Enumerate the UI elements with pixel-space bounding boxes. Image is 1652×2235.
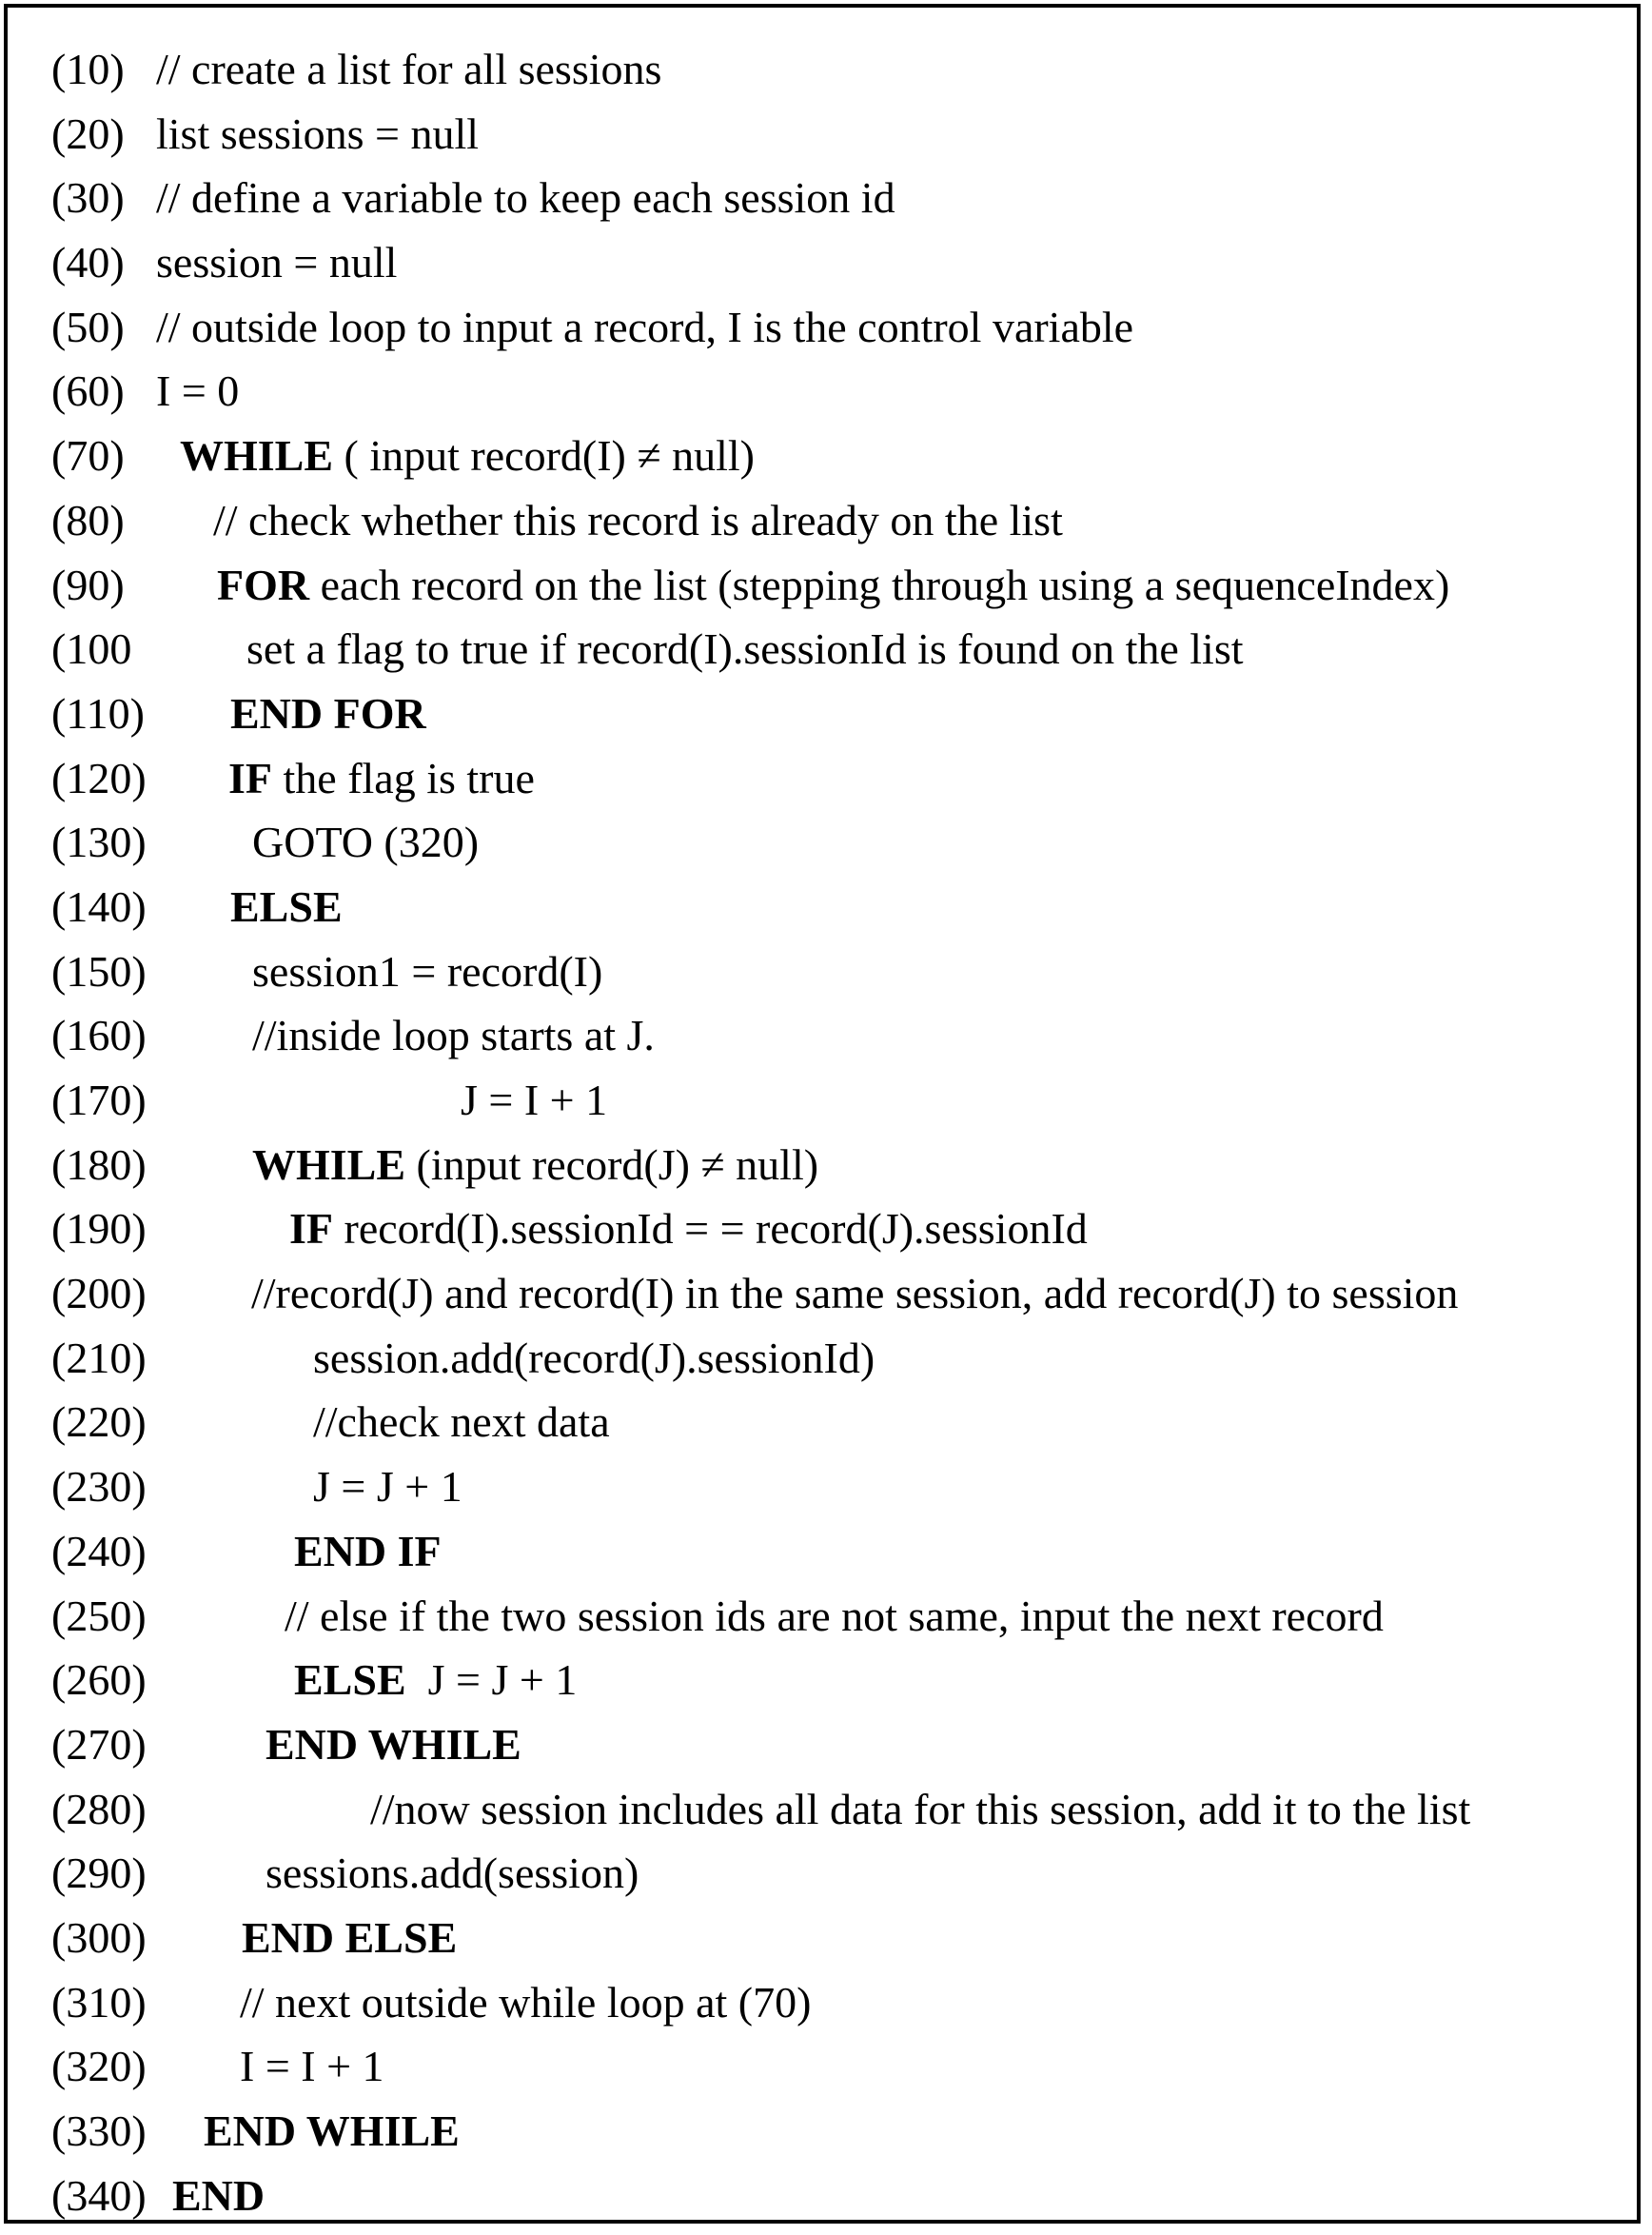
line-number: (240) bbox=[51, 1526, 147, 1575]
line-number: (90) bbox=[51, 560, 125, 609]
code-line bbox=[51, 1841, 1631, 1906]
code-text: //check next data bbox=[313, 1397, 610, 1447]
line-number: (40) bbox=[51, 238, 125, 287]
code-keyword: END FOR bbox=[230, 688, 426, 738]
code-text: // next outside while loop at (70) bbox=[240, 1977, 812, 2027]
code-line bbox=[51, 102, 1631, 167]
line-number: (120) bbox=[51, 753, 147, 802]
line-number: (170) bbox=[51, 1076, 147, 1124]
code-text: list sessions = null bbox=[156, 109, 480, 158]
code-text: // outside loop to input a record, I is the control variable bbox=[156, 302, 1134, 351]
code-text: session1 = record(I) bbox=[252, 946, 603, 996]
line-code bbox=[285, 1584, 1384, 1649]
line-code bbox=[294, 1519, 442, 1584]
code-line bbox=[51, 1261, 1631, 1326]
code-line bbox=[51, 1970, 1631, 2035]
code-line bbox=[51, 1648, 1631, 1712]
line-number: (310) bbox=[51, 1977, 147, 2027]
line-number: (300) bbox=[51, 1912, 147, 1962]
line-code bbox=[156, 102, 479, 167]
line-code bbox=[156, 166, 895, 230]
line-code bbox=[242, 1906, 457, 1970]
line-number: (30) bbox=[51, 173, 125, 223]
line-number: (280) bbox=[51, 1784, 147, 1833]
code-text: each record on the list (stepping through using a sequenceIndex) bbox=[309, 560, 1450, 609]
line-code bbox=[289, 1197, 1088, 1261]
line-code bbox=[252, 1133, 818, 1197]
code-line bbox=[51, 1390, 1631, 1454]
line-code bbox=[172, 2164, 265, 2228]
line-number: (250) bbox=[51, 1591, 147, 1640]
code-line bbox=[51, 875, 1631, 939]
line-number: (330) bbox=[51, 2106, 147, 2155]
line-number: (160) bbox=[51, 1011, 147, 1060]
code-line bbox=[51, 359, 1631, 424]
code-text: the flag is true bbox=[272, 753, 535, 802]
line-code bbox=[213, 488, 1063, 553]
line-code bbox=[266, 1841, 639, 1906]
line-number: (80) bbox=[51, 495, 125, 544]
code-keyword: END IF bbox=[294, 1526, 442, 1575]
code-line bbox=[51, 488, 1631, 553]
code-keyword: END WHILE bbox=[204, 2106, 460, 2155]
code-line bbox=[51, 1777, 1631, 1842]
code-line bbox=[51, 939, 1631, 1004]
line-number: (10) bbox=[51, 45, 125, 93]
line-number: (100 bbox=[51, 624, 132, 674]
code-line bbox=[51, 2099, 1631, 2164]
code-text: //now session includes all data for this session, add it to the list bbox=[370, 1784, 1471, 1833]
line-code bbox=[156, 230, 397, 295]
code-text: I = 0 bbox=[156, 366, 240, 416]
code-line bbox=[51, 682, 1631, 746]
line-number: (180) bbox=[51, 1139, 147, 1189]
code-keyword: END bbox=[172, 2170, 266, 2220]
line-code bbox=[246, 617, 1244, 682]
code-text: // else if the two session ids are not same, input the next record bbox=[285, 1591, 1384, 1640]
line-number: (20) bbox=[51, 109, 125, 158]
code-keyword: FOR bbox=[217, 560, 310, 609]
line-number: (210) bbox=[51, 1333, 147, 1382]
code-text: I = I + 1 bbox=[240, 2042, 384, 2091]
line-code bbox=[156, 37, 661, 102]
code-line bbox=[51, 810, 1631, 875]
code-line bbox=[51, 1197, 1631, 1261]
line-number: (320) bbox=[51, 2042, 147, 2091]
code-text: session.add(record(J).sessionId) bbox=[313, 1333, 875, 1382]
code-text: (input record(J) ≠ null) bbox=[405, 1139, 819, 1189]
code-line bbox=[51, 1003, 1631, 1068]
line-code bbox=[252, 939, 602, 1004]
line-code bbox=[313, 1390, 610, 1454]
line-code bbox=[156, 359, 239, 424]
code-line bbox=[51, 295, 1631, 360]
code-line bbox=[51, 1326, 1631, 1391]
line-code bbox=[180, 424, 755, 488]
code-listing-frame bbox=[4, 4, 1641, 2224]
code-line bbox=[51, 230, 1631, 295]
line-code bbox=[266, 1712, 521, 1777]
code-line bbox=[51, 1584, 1631, 1649]
line-code bbox=[228, 746, 535, 811]
line-number: (130) bbox=[51, 818, 147, 867]
line-code bbox=[240, 1970, 811, 2035]
line-code bbox=[370, 1777, 1470, 1842]
code-line bbox=[51, 1133, 1631, 1197]
code-line bbox=[51, 166, 1631, 230]
line-number: (270) bbox=[51, 1719, 147, 1769]
code-text: // check whether this record is already on the list bbox=[213, 495, 1063, 544]
line-number: (260) bbox=[51, 1655, 147, 1705]
line-code bbox=[313, 1454, 462, 1519]
code-text: // define a variable to keep each session id bbox=[156, 173, 895, 223]
line-number: (340) bbox=[51, 2170, 147, 2220]
code-keyword: ELSE bbox=[230, 881, 343, 931]
line-code bbox=[252, 810, 479, 875]
code-keyword: IF bbox=[228, 753, 272, 802]
code-line bbox=[51, 1712, 1631, 1777]
code-line bbox=[51, 2034, 1631, 2099]
line-code bbox=[251, 1261, 1458, 1326]
line-code bbox=[294, 1648, 577, 1712]
line-number: (290) bbox=[51, 1849, 147, 1898]
line-number: (70) bbox=[51, 431, 125, 481]
line-code bbox=[230, 682, 426, 746]
line-number: (50) bbox=[51, 302, 125, 351]
code-line bbox=[51, 424, 1631, 488]
line-code bbox=[313, 1326, 875, 1391]
code-line bbox=[51, 37, 1631, 102]
line-number: (200) bbox=[51, 1269, 147, 1318]
code-text: J = J + 1 bbox=[405, 1655, 578, 1705]
code-text: sessions.add(session) bbox=[266, 1849, 639, 1898]
line-code bbox=[461, 1068, 607, 1133]
code-line bbox=[51, 1519, 1631, 1584]
line-number: (150) bbox=[51, 946, 147, 996]
code-text: // create a list for all sessions bbox=[156, 45, 662, 93]
code-keyword: END WHILE bbox=[266, 1719, 521, 1769]
line-number: (110) bbox=[51, 688, 145, 738]
code-line bbox=[51, 617, 1631, 682]
code-text: //inside loop starts at J. bbox=[252, 1011, 655, 1060]
code-text: ( input record(I) ≠ null) bbox=[333, 431, 755, 481]
code-keyword: END ELSE bbox=[242, 1912, 458, 1962]
code-keyword: IF bbox=[289, 1204, 333, 1254]
line-code bbox=[217, 553, 1449, 618]
line-number: (230) bbox=[51, 1462, 147, 1512]
code-text: //record(J) and record(I) in the same session, add record(J) to session bbox=[251, 1269, 1459, 1318]
line-number: (190) bbox=[51, 1204, 147, 1254]
code-keyword: WHILE bbox=[252, 1139, 406, 1189]
line-number: (220) bbox=[51, 1397, 147, 1447]
code-keyword: ELSE bbox=[294, 1655, 406, 1705]
line-number: (140) bbox=[51, 881, 147, 931]
line-code bbox=[156, 295, 1133, 360]
code-text: set a flag to true if record(I).sessionId is found on the list bbox=[246, 624, 1244, 674]
line-code bbox=[252, 1003, 655, 1068]
line-code bbox=[204, 2099, 460, 2164]
code-text: session = null bbox=[156, 238, 398, 287]
code-text: J = I + 1 bbox=[461, 1076, 608, 1124]
code-line bbox=[51, 553, 1631, 618]
pseudocode-listing bbox=[51, 37, 1631, 2227]
line-code bbox=[240, 2034, 384, 2099]
code-text: GOTO (320) bbox=[252, 818, 480, 867]
code-keyword: WHILE bbox=[180, 431, 334, 481]
code-line bbox=[51, 1906, 1631, 1970]
code-text: record(I).sessionId = = record(J).sessionId bbox=[333, 1204, 1088, 1254]
line-code bbox=[230, 875, 343, 939]
line-number: (60) bbox=[51, 366, 125, 416]
code-text: J = J + 1 bbox=[313, 1462, 462, 1512]
code-line bbox=[51, 1454, 1631, 1519]
code-line bbox=[51, 1068, 1631, 1133]
code-line bbox=[51, 2164, 1631, 2228]
code-line bbox=[51, 746, 1631, 811]
